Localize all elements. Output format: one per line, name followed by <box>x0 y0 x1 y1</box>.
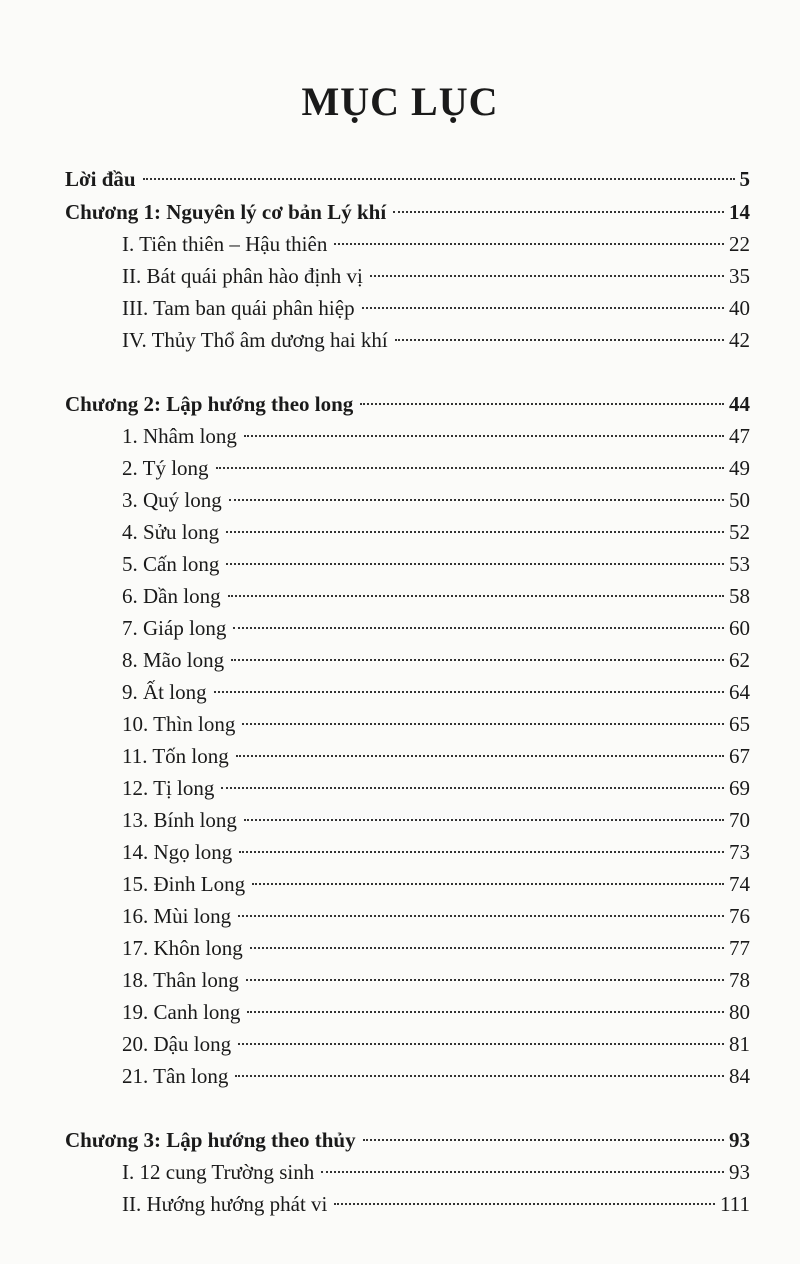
toc-entry <box>122 228 750 260</box>
toc-entry-page: 62 <box>729 648 750 672</box>
toc-entry-label: 20. Dậu long <box>122 1032 232 1056</box>
dot-leader <box>370 275 724 277</box>
toc-entry-label: II. Bát quái phân hào định vị <box>122 264 363 288</box>
toc-entry-page: 111 <box>720 1192 750 1216</box>
toc-entry <box>122 484 750 516</box>
toc-entry-label: 4. Sửu long <box>122 520 220 544</box>
toc-entry-label: 2. Tý long <box>122 456 209 480</box>
toc-entry-label: I. 12 cung Trường sinh <box>122 1160 315 1184</box>
dot-leader <box>252 883 724 885</box>
toc-entry-page: 53 <box>729 552 750 576</box>
toc-entry-label: 16. Mùi long <box>122 904 232 928</box>
toc-entry-page: 64 <box>729 680 750 704</box>
dot-leader <box>250 947 724 949</box>
dot-leader <box>238 915 724 917</box>
dot-leader <box>363 1139 724 1141</box>
toc-entry-label: Chương 3: Lập hướng theo thủy <box>65 1128 356 1152</box>
toc-entry <box>122 740 750 772</box>
toc-entry <box>122 1060 750 1092</box>
toc-entry-label: III. Tam ban quái phân hiệp <box>122 296 355 320</box>
toc-entry <box>122 772 750 804</box>
toc-entry <box>122 324 750 356</box>
toc-entry-label: I. Tiên thiên – Hậu thiên <box>122 232 328 256</box>
toc-entry-label: 6. Dần long <box>122 584 221 608</box>
toc-entry-page: 73 <box>729 840 750 864</box>
dot-leader <box>229 499 724 501</box>
toc-entry-label: 1. Nhâm long <box>122 424 237 448</box>
toc-entry-chapter-1 <box>65 196 750 228</box>
dot-leader <box>244 819 724 821</box>
toc-entry <box>122 644 750 676</box>
dot-leader <box>362 307 724 309</box>
toc-entry-page: 69 <box>729 776 750 800</box>
toc-entry-label: 12. Tị long <box>122 776 215 800</box>
toc-entry-label: 10. Thìn long <box>122 712 236 736</box>
toc-entry-label: 3. Quý long <box>122 488 222 512</box>
toc-entry <box>122 548 750 580</box>
toc-entry <box>122 804 750 836</box>
dot-leader <box>247 1011 724 1013</box>
toc-entry-page: 70 <box>729 808 750 832</box>
toc-entry <box>122 932 750 964</box>
toc-entry-label: 19. Canh long <box>122 1000 241 1024</box>
dot-leader <box>393 211 724 213</box>
dot-leader <box>360 403 724 405</box>
toc-entry <box>122 420 750 452</box>
toc-entry-page: 44 <box>729 392 750 416</box>
toc-entry-label: 8. Mão long <box>122 648 225 672</box>
toc-entry-page: 77 <box>729 936 750 960</box>
dot-leader <box>334 243 724 245</box>
toc-entry <box>122 452 750 484</box>
toc-entry <box>122 836 750 868</box>
toc-entry-label: 5. Cấn long <box>122 552 220 576</box>
toc-entry-chapter-3 <box>65 1124 750 1156</box>
toc-entry-page: 84 <box>729 1064 750 1088</box>
toc-entry-page: 93 <box>729 1128 750 1152</box>
toc-entry-label: 7. Giáp long <box>122 616 227 640</box>
toc-entry-page: 22 <box>729 232 750 256</box>
toc-entry-page: 93 <box>729 1160 750 1184</box>
toc-entry <box>122 1188 750 1220</box>
toc-entry-page: 60 <box>729 616 750 640</box>
toc-entry-page: 40 <box>729 296 750 320</box>
toc-entry-label: 14. Ngọ long <box>122 840 233 864</box>
toc-entry-label: 13. Bính long <box>122 808 237 832</box>
toc-entry-page: 52 <box>729 520 750 544</box>
toc-entry <box>122 708 750 740</box>
toc-entry-page: 67 <box>729 744 750 768</box>
dot-leader <box>226 563 724 565</box>
toc-entry-page: 50 <box>729 488 750 512</box>
toc-entry-label: Chương 1: Nguyên lý cơ bản Lý khí <box>65 200 387 224</box>
toc-entry <box>122 1156 750 1188</box>
toc-entry-page: 80 <box>729 1000 750 1024</box>
toc-entry-page: 49 <box>729 456 750 480</box>
toc-entry-label: 11. Tốn long <box>122 744 229 768</box>
toc-entry <box>122 516 750 548</box>
toc-entry-page: 65 <box>729 712 750 736</box>
toc-entry-label: Lời đầu <box>65 167 136 191</box>
toc-entry-label: 18. Thân long <box>122 968 239 992</box>
toc-entry-label: 15. Đinh Long <box>122 872 246 896</box>
dot-leader <box>233 627 724 629</box>
toc-entry <box>122 260 750 292</box>
dot-leader <box>214 691 724 693</box>
dot-leader <box>321 1171 724 1173</box>
dot-leader <box>334 1203 715 1205</box>
toc-entry-page: 42 <box>729 328 750 352</box>
dot-leader <box>246 979 724 981</box>
toc-entry <box>122 676 750 708</box>
toc-entry <box>122 292 750 324</box>
toc-entry-page: 5 <box>739 167 750 191</box>
toc-entry-page: 14 <box>729 200 750 224</box>
toc-entry <box>122 1028 750 1060</box>
dot-leader <box>395 339 724 341</box>
toc-entry-page: 76 <box>729 904 750 928</box>
dot-leader <box>216 467 724 469</box>
dot-leader <box>238 1043 724 1045</box>
toc-entry-label: II. Hướng hướng phát vi <box>122 1192 328 1216</box>
dot-leader <box>226 531 724 533</box>
toc-entry-page: 35 <box>729 264 750 288</box>
toc-entry <box>122 996 750 1028</box>
dot-leader <box>235 1075 724 1077</box>
toc-entry-label: 17. Khôn long <box>122 936 243 960</box>
dot-leader <box>228 595 724 597</box>
toc-entry-page: 81 <box>729 1032 750 1056</box>
toc-entry-page: 47 <box>729 424 750 448</box>
toc-entry-label: 9. Ất long <box>122 680 207 704</box>
dot-leader <box>231 659 724 661</box>
toc-entry <box>122 868 750 900</box>
dot-leader <box>221 787 724 789</box>
dot-leader <box>244 435 724 437</box>
toc-entry-chapter-2 <box>65 388 750 420</box>
toc-entry <box>122 900 750 932</box>
dot-leader <box>242 723 724 725</box>
toc-entry-foreword <box>65 163 750 195</box>
toc-entry-page: 78 <box>729 968 750 992</box>
toc-entry <box>122 612 750 644</box>
toc-entry-page: 58 <box>729 584 750 608</box>
dot-leader <box>236 755 724 757</box>
toc-entry-page: 74 <box>729 872 750 896</box>
dot-leader <box>239 851 724 853</box>
page-title: MỤC LỤC <box>301 79 499 124</box>
toc-entry-label: 21. Tân long <box>122 1064 229 1088</box>
toc-entry <box>122 964 750 996</box>
dot-leader <box>143 178 735 180</box>
toc-entry <box>122 580 750 612</box>
toc-entry-label: IV. Thủy Thổ âm dương hai khí <box>122 328 388 352</box>
toc-entry-label: Chương 2: Lập hướng theo long <box>65 392 354 416</box>
